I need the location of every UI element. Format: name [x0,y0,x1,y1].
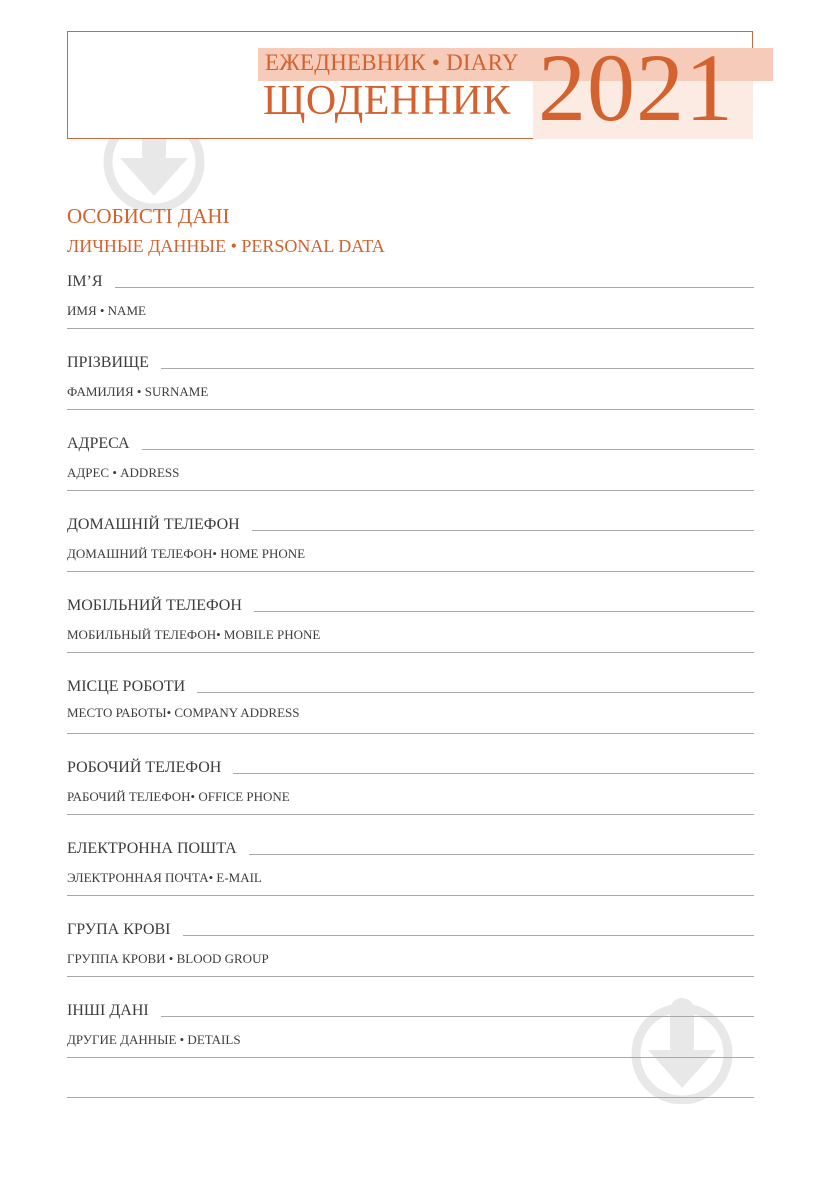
field-label: МОБІЛЬНИЙ ТЕЛЕФОН [67,596,254,616]
header-subtitle: ЕЖЕДНЕВНИК • DIARY [265,50,519,75]
field-label: ГРУПА КРОВІ [67,920,183,940]
field-sublabel: АДРЕС • ADDRESS [67,465,180,480]
field-blood-group-second-line [67,976,754,977]
field-sublabel: МОБИЛЬНЫЙ ТЕЛЕФОН• MOBILE PHONE [67,627,321,642]
field-details[interactable] [67,1001,754,1082]
field-sublabel: ДРУГИЕ ДАННЫЕ • DETAILS [67,1032,241,1047]
field-details-extra-line[interactable] [67,1097,754,1098]
field-surname-second-line [67,409,754,410]
header-title: ЩОДЕННИК [263,78,511,124]
field-label: МІСЦЕ РОБОТИ [67,677,197,697]
field-address-line [67,449,754,450]
field-mobile-phone[interactable] [67,596,754,677]
field-sublabel: ФАМИЛИЯ • SURNAME [67,384,209,399]
field-email[interactable] [67,839,754,920]
field-name[interactable] [67,272,754,353]
field-office-phone[interactable] [67,758,754,839]
field-sublabel: ЭЛЕКТРОННАЯ ПОЧТА• E-MAIL [67,870,262,885]
field-details-second-line [67,1057,754,1058]
field-label: ДОМАШНІЙ ТЕЛЕФОН [67,515,252,535]
field-details-line [67,1016,754,1017]
field-sublabel: ИМЯ • NAME [67,303,146,318]
field-blood-group[interactable] [67,920,754,1001]
field-company-address-second-line [67,733,754,734]
field-label: ІМ’Я [67,272,115,292]
field-address[interactable] [67,434,754,515]
field-label: ПРІЗВИЩЕ [67,353,161,373]
section-subtitle: ЛИЧНЫЕ ДАННЫЕ • PERSONAL DATA [67,236,385,256]
field-label: ІНШІ ДАНІ [67,1001,161,1021]
field-sublabel: ГРУППА КРОВИ • BLOOD GROUP [67,951,269,966]
field-sublabel: РАБОЧИЙ ТЕЛЕФОН• OFFICE PHONE [67,789,290,804]
header-year: 2021 [538,34,734,141]
field-sublabel: МЕСТО РАБОТЫ• COMPANY ADDRESS [67,705,300,720]
field-home-phone-second-line [67,571,754,572]
field-email-second-line [67,895,754,896]
field-company-address[interactable] [67,677,754,758]
field-label: РОБОЧИЙ ТЕЛЕФОН [67,758,233,778]
field-address-second-line [67,490,754,491]
field-sublabel: ДОМАШНИЙ ТЕЛЕФОН• HOME PHONE [67,546,306,561]
field-mobile-phone-second-line [67,652,754,653]
field-surname-line [67,368,754,369]
field-label: АДРЕСА [67,434,142,454]
section-title: ОСОБИСТІ ДАНІ [67,204,230,228]
field-name-second-line [67,328,754,329]
field-home-phone[interactable] [67,515,754,596]
field-surname[interactable] [67,353,754,434]
field-office-phone-second-line [67,814,754,815]
field-name-line [67,287,754,288]
field-label: ЕЛЕКТРОННА ПОШТА [67,839,249,859]
